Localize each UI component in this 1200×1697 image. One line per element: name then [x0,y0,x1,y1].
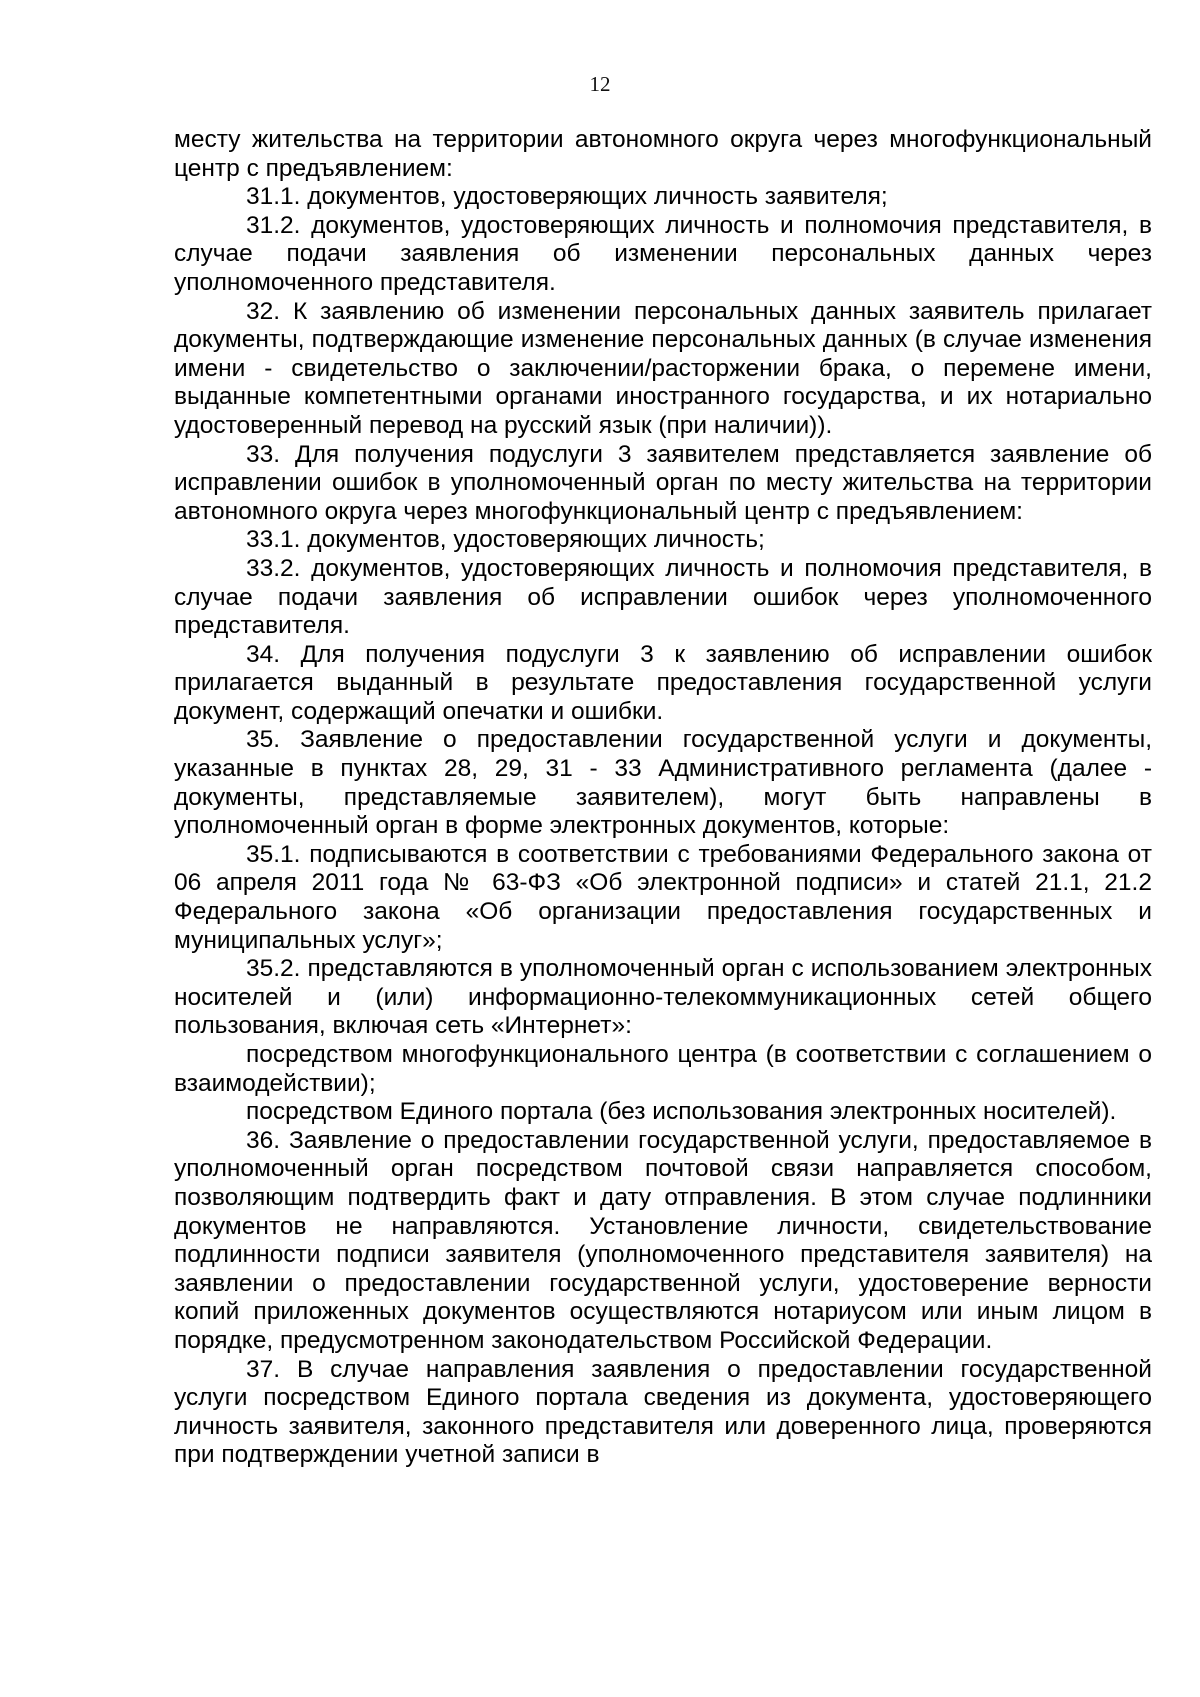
paragraph-35: 35. Заявление о предоставлении государственной услуги и документы, указанные в пунктах 28, 29, 31 - 33 Административного регламента (далее - документы, представляемые заявителем), могут быть направлены в уполномоченный орган в форме электронных документов, которые: [174,726,1152,840]
paragraph-37: 37. В случае направления заявления о предоставлении государственной услуги посредством Единого портала сведения из документа, удостоверяющего личность заявителя, законного представителя или доверенного лица, проверяются при подтверждении учетной записи в [174,1355,1152,1469]
paragraph-33-2: 33.2. документов, удостоверяющих личность и полномочия представителя, в случае подачи заявления об исправлении ошибок через уполномоченного представителя. [174,554,1152,640]
paragraph-35-1: 35.1. подписываются в соответствии с требованиями Федерального закона от 06 апреля 2011 года № 63-ФЗ «Об электронной подписи» и статей 21.1, 21.2 Федерального закона «Об организации предоставления государственных и муниципальных услуг»; [174,840,1152,954]
paragraph-31-2: 31.2. документов, удостоверяющих личность и полномочия представителя, в случае подачи заявления об изменении персональных данных через уполномоченного представителя. [174,211,1152,296]
paragraph-34: 34. Для получения подуслуги 3 к заявлению об исправлении ошибок прилагается выданный в результате предоставления государственной услуги документ, содержащий опечатки и ошибки. [174,640,1152,725]
paragraph-31-1: 31.1. документов, удостоверяющих личность заявителя; [246,183,888,211]
paragraph-32: 32. К заявлению об изменении персональных данных заявитель прилагает документы, подтверждающие изменение персональных данных (в случае изменения имени - свидетельство о заключении/расторжении брака, о перемене имени, выданные компетентными органами иностранного государства, и их нотариально удостоверенный перевод на русский язык (при наличии)). [174,297,1152,439]
paragraph-via-mfc: посредством многофункционального центра (в соответствии с соглашением о взаимодействии); [174,1041,1152,1097]
document-body [174,126,1152,1470]
paragraph-via-portal: посредством Единого портала (без использования электронных носителей). [246,1098,1117,1126]
page-number: 12 [589,72,611,96]
paragraph-36: 36. Заявление о предоставлении государственной услуги, предоставляемое в уполномоченный орган посредством почтовой связи направляется способом, позволяющим подтвердить факт и дату отправления. В этом случае подлинники документов не направляются. Установление личности, свидетельствование подлинности подписи заявителя (уполномоченного представителя заявителя) на заявлении о предоставлении государственной услуги, удостоверение верности копий приложенных документов осуществляются нотариусом или иным лицом в порядке, предусмотренном законодательством Российской Федерации. [174,1126,1152,1354]
paragraph-33: 33. Для получения подуслуги 3 заявителем представляется заявление об исправлении ошибок в уполномоченный орган по месту жительства на территории автономного округа через многофункциональный центр с предъявлением: [174,440,1152,525]
paragraph-35-2: 35.2. представляются в уполномоченный орган с использованием электронных носителей и (или) информационно-телекоммуникационных сетей общего пользования, включая сеть «Интернет»: [174,955,1152,1040]
paragraph-continuation: месту жительства на территории автономного округа через многофункциональный центр с предъявлением: [174,126,1152,182]
paragraph-33-1: 33.1. документов, удостоверяющих личность; [246,526,765,554]
